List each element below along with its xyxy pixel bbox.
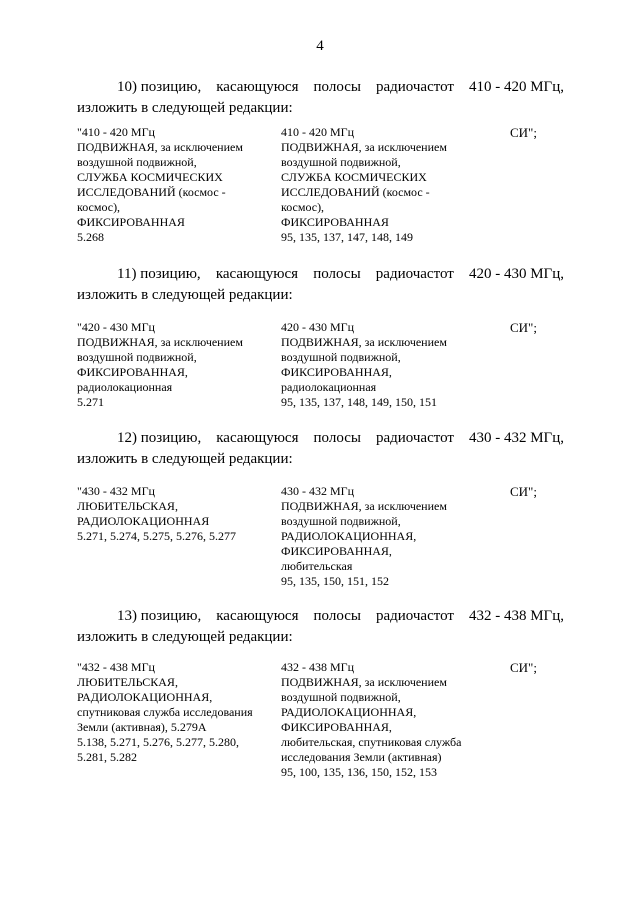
cell-line: ФИКСИРОВАННАЯ bbox=[281, 215, 389, 229]
intro-line: изложить в следующей редакции: bbox=[77, 287, 293, 303]
intro-word: 430 - 432 МГц, bbox=[468, 430, 564, 446]
cell-line: 95, 135, 137, 147, 148, 149 bbox=[281, 230, 413, 244]
cell-line: ФИКСИРОВАННАЯ, bbox=[281, 544, 392, 558]
intro-line: изложить в следующей редакции: bbox=[77, 100, 293, 116]
intro-word: радиочастот bbox=[375, 79, 454, 95]
intro-line: изложить в следующей редакции: bbox=[77, 629, 293, 645]
cell-line: воздушной подвижной, bbox=[77, 350, 197, 364]
column-category bbox=[510, 484, 537, 499]
cell-line: 95, 100, 135, 136, 150, 152, 153 bbox=[281, 765, 437, 779]
cell-line: СИ"; bbox=[510, 660, 537, 675]
column-category bbox=[510, 125, 537, 140]
cell-line: ФИКСИРОВАННАЯ, bbox=[281, 365, 392, 379]
cell-line: 420 - 430 МГц bbox=[281, 320, 355, 334]
column-russia bbox=[281, 660, 461, 780]
cell-line: ИССЛЕДОВАНИЙ (космос - bbox=[77, 185, 226, 199]
cell-line: 5.271 bbox=[77, 395, 104, 409]
cell-line: СИ"; bbox=[510, 484, 537, 499]
cell-line: РАДИОЛОКАЦИОННАЯ, bbox=[281, 705, 417, 719]
item-10-table-row bbox=[77, 125, 564, 265]
column-category bbox=[510, 320, 537, 335]
column-russia bbox=[281, 125, 447, 245]
intro-line bbox=[77, 606, 564, 627]
cell-line: "430 - 432 МГц bbox=[77, 484, 155, 498]
cell-line: Земли (активная), 5.279А bbox=[77, 720, 207, 734]
cell-line: спутниковая служба исследования bbox=[77, 705, 253, 719]
cell-line: "432 - 438 МГц bbox=[77, 660, 155, 674]
intro-word: полосы bbox=[313, 79, 361, 95]
item-13-intro bbox=[77, 606, 564, 648]
intro-word: 432 - 438 МГц, bbox=[468, 608, 564, 624]
column-category bbox=[510, 660, 537, 675]
cell-line: воздушной подвижной, bbox=[77, 155, 197, 169]
cell-line: СЛУЖБА КОСМИЧЕСКИХ bbox=[77, 170, 223, 184]
item-10-intro bbox=[77, 77, 564, 119]
column-region bbox=[77, 484, 236, 544]
intro-word: радиочастот bbox=[375, 266, 454, 282]
column-region bbox=[77, 125, 243, 245]
intro-word: касающуюся bbox=[215, 266, 299, 282]
cell-line: ЛЮБИТЕЛЬСКАЯ, bbox=[77, 499, 178, 513]
cell-line: СИ"; bbox=[510, 320, 537, 335]
intro-word: касающуюся bbox=[216, 430, 299, 446]
column-region bbox=[77, 320, 243, 410]
cell-line: исследования Земли (активная) bbox=[281, 750, 442, 764]
cell-line: ФИКСИРОВАННАЯ bbox=[77, 215, 185, 229]
intro-word: 11) позицию, bbox=[117, 266, 201, 282]
item-12-intro bbox=[77, 428, 564, 470]
item-11-intro bbox=[77, 264, 564, 306]
intro-line bbox=[77, 264, 564, 285]
cell-line: любительская bbox=[281, 559, 353, 573]
cell-line: радиолокационная bbox=[77, 380, 173, 394]
cell-line: ПОДВИЖНАЯ, за исключением bbox=[77, 140, 243, 154]
cell-line: РАДИОЛОКАЦИОННАЯ, bbox=[281, 529, 417, 543]
cell-line: ПОДВИЖНАЯ, за исключением bbox=[281, 140, 447, 154]
cell-line: космос), bbox=[77, 200, 121, 214]
intro-word: касающуюся bbox=[216, 608, 299, 624]
intro-line bbox=[77, 428, 564, 449]
cell-line: РАДИОЛОКАЦИОННАЯ bbox=[77, 514, 210, 528]
cell-line: 430 - 432 МГц bbox=[281, 484, 355, 498]
cell-line: воздушной подвижной, bbox=[281, 155, 401, 169]
intro-line bbox=[77, 77, 564, 98]
cell-line: РАДИОЛОКАЦИОННАЯ, bbox=[77, 690, 213, 704]
intro-word: 410 - 420 МГц, bbox=[468, 79, 564, 95]
cell-line: СЛУЖБА КОСМИЧЕСКИХ bbox=[281, 170, 427, 184]
column-russia bbox=[281, 484, 447, 589]
intro-word: 13) позицию, bbox=[117, 608, 202, 624]
cell-line: 5.138, 5.271, 5.276, 5.277, 5.280, bbox=[77, 735, 239, 749]
intro-word: 420 - 430 МГц, bbox=[468, 266, 564, 282]
cell-line: "410 - 420 МГц bbox=[77, 125, 155, 139]
cell-line: 410 - 420 МГц bbox=[281, 125, 355, 139]
cell-line: воздушной подвижной, bbox=[281, 350, 401, 364]
cell-line: ИССЛЕДОВАНИЙ (космос - bbox=[281, 185, 430, 199]
intro-word: полосы bbox=[313, 608, 361, 624]
item-12-table-row bbox=[77, 484, 564, 624]
item-13-table-row bbox=[77, 660, 564, 800]
cell-line: 5.271, 5.274, 5.275, 5.276, 5.277 bbox=[77, 529, 236, 543]
cell-line: воздушной подвижной, bbox=[281, 514, 401, 528]
cell-line: 5.281, 5.282 bbox=[77, 750, 137, 764]
column-region bbox=[77, 660, 253, 765]
cell-line: 5.268 bbox=[77, 230, 104, 244]
cell-line: ФИКСИРОВАННАЯ, bbox=[77, 365, 188, 379]
cell-line: СИ"; bbox=[510, 125, 537, 140]
cell-line: ЛЮБИТЕЛЬСКАЯ, bbox=[77, 675, 178, 689]
intro-word: радиочастот bbox=[375, 608, 454, 624]
intro-word: полосы bbox=[313, 430, 361, 446]
cell-line: любительская, спутниковая служба bbox=[281, 735, 462, 749]
cell-line: ПОДВИЖНАЯ, за исключением bbox=[281, 675, 447, 689]
intro-line: изложить в следующей редакции: bbox=[77, 451, 293, 467]
cell-line: ПОДВИЖНАЯ, за исключением bbox=[281, 499, 447, 513]
intro-word: касающуюся bbox=[216, 79, 299, 95]
cell-line: 95, 135, 137, 148, 149, 150, 151 bbox=[281, 395, 437, 409]
intro-word: 10) позицию, bbox=[117, 79, 202, 95]
intro-word: 12) позицию, bbox=[117, 430, 202, 446]
page-number: 4 bbox=[316, 38, 324, 54]
cell-line: радиолокационная bbox=[281, 380, 377, 394]
cell-line: ФИКСИРОВАННАЯ, bbox=[281, 720, 392, 734]
cell-line: ПОДВИЖНАЯ, за исключением bbox=[281, 335, 447, 349]
cell-line: воздушной подвижной, bbox=[281, 690, 401, 704]
cell-line: 95, 135, 150, 151, 152 bbox=[281, 574, 389, 588]
column-russia bbox=[281, 320, 447, 410]
cell-line: 432 - 438 МГц bbox=[281, 660, 355, 674]
cell-line: космос), bbox=[281, 200, 325, 214]
intro-word: полосы bbox=[313, 266, 361, 282]
cell-line: "420 - 430 МГц bbox=[77, 320, 155, 334]
intro-word: радиочастот bbox=[375, 430, 454, 446]
cell-line: ПОДВИЖНАЯ, за исключением bbox=[77, 335, 243, 349]
